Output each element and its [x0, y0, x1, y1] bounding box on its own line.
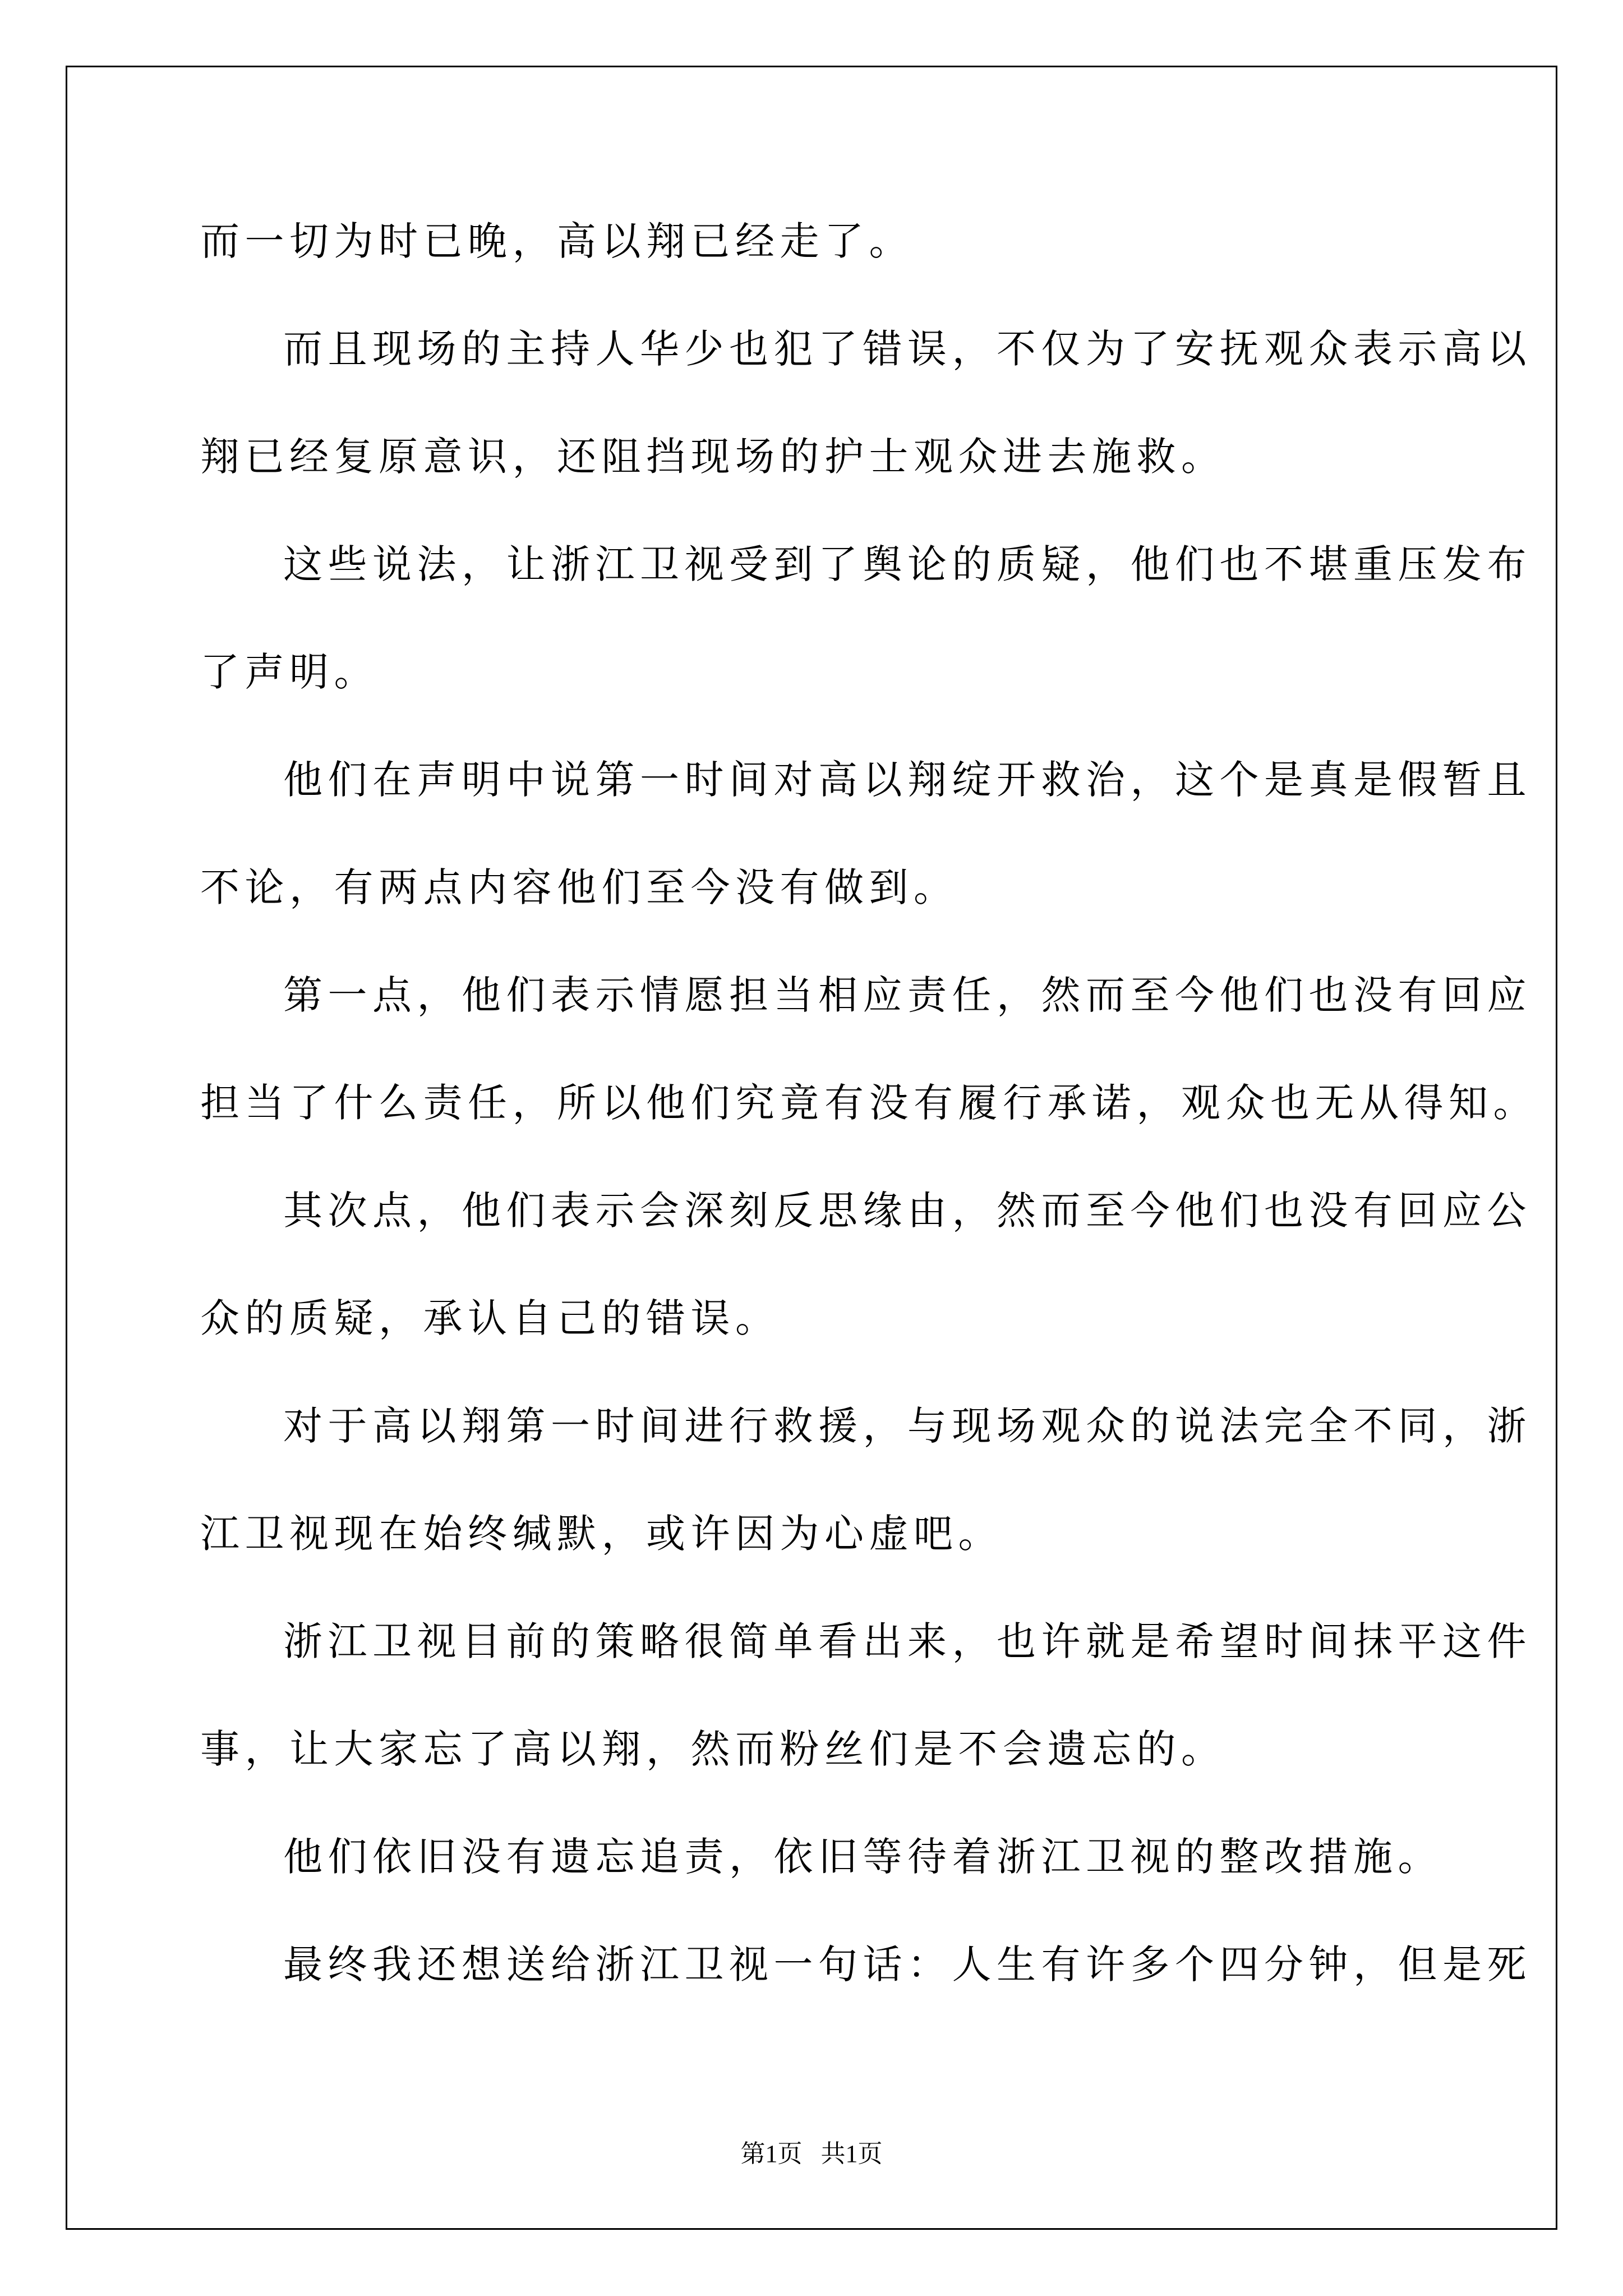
text-line: 而且现场的主持人华少也犯了错误，不仅为了安抚观众表示高以	[283, 326, 1532, 372]
page-number: 第1页 共1页	[740, 2140, 883, 2168]
text-line: 不论，有两点内容他们至今没有做到。	[200, 864, 958, 910]
text-line: 翔已经复原意识，还阻挡现场的护士观众进去施救。	[200, 434, 1226, 480]
text-line: 对于高以翔第一时间进行救援，与现场观众的说法完全不同，浙	[283, 1403, 1532, 1449]
text-line: 第一点，他们表示情愿担当相应责任，然而至今他们也没有回应	[283, 972, 1532, 1018]
text-line: 事，让大家忘了高以翔，然而粉丝们是不会遗忘的。	[200, 1726, 1226, 1772]
text-line: 最终我还想送给浙江卫视一句话：人生有许多个四分钟，但是死	[283, 1941, 1532, 1987]
page-border	[66, 66, 1557, 2230]
text-line: 了声明。	[200, 649, 379, 695]
text-line: 而一切为时已晚，高以翔已经走了。	[200, 218, 914, 264]
text-line: 众的质疑，承认自己的错误。	[200, 1295, 780, 1341]
text-line: 这些说法，让浙江卫视受到了舆论的质疑，他们也不堪重压发布	[283, 541, 1532, 587]
text-line: 担当了什么责任，所以他们究竟有没有履行承诺，观众也无从得知。	[200, 1080, 1538, 1126]
text-line: 江卫视现在始终缄默，或许因为心虚吧。	[200, 1511, 1003, 1557]
text-line: 浙江卫视目前的策略很简单看出来，也许就是希望时间抹平这件	[283, 1618, 1532, 1664]
text-line: 他们依旧没有遗忘追责，依旧等待着浙江卫视的整改措施。	[283, 1834, 1442, 1880]
text-line: 他们在声明中说第一时间对高以翔绽开救治，这个是真是假暂且	[283, 757, 1532, 803]
text-line: 其次点，他们表示会深刻反思缘由，然而至今他们也没有回应公	[283, 1188, 1532, 1234]
